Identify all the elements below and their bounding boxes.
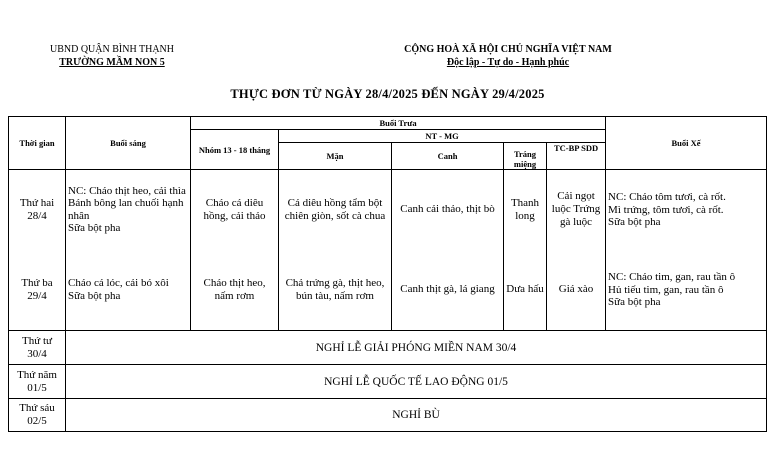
trang-mieng-cell: Thanh long xyxy=(504,170,547,250)
holiday-row xyxy=(9,399,767,432)
day-cell: Thứ sáu 02/5 xyxy=(9,399,66,432)
trang-mieng-cell: Dưa hấu xyxy=(504,250,547,331)
table-row xyxy=(9,170,767,250)
col-nhom: Nhóm 13 - 18 tháng xyxy=(191,130,279,170)
afternoon-cell: NC: Cháo tim, gan, rau tần ô Hủ tiếu tim, gan, rau tần ô Sữa bột pha xyxy=(606,250,767,331)
col-trang-mieng: Tráng miệng xyxy=(504,143,547,170)
col-lunch: Buổi Trưa xyxy=(191,117,606,130)
col-man: Mặn xyxy=(279,143,392,170)
holiday-row xyxy=(9,365,767,399)
holiday-note: NGHỈ LỄ GIẢI PHÓNG MIỀN NAM 30/4 xyxy=(66,331,767,365)
col-time: Thời gian xyxy=(9,117,66,170)
canh-cell: Canh cải thảo, thịt bò xyxy=(392,170,504,250)
col-canh: Canh xyxy=(392,143,504,170)
col-tcbp: TC-BP SDD xyxy=(547,143,606,170)
district-name: UBND QUẬN BÌNH THẠNH xyxy=(50,44,174,55)
col-afternoon: Buổi Xế xyxy=(606,117,767,170)
col-ntmg: NT - MG xyxy=(279,130,606,143)
school-header xyxy=(22,43,202,69)
tcbp-cell: Giá xào xyxy=(547,250,606,331)
national-header xyxy=(388,43,628,69)
national-title: CỘNG HOÀ XÃ HỘI CHỦ NGHĨA VIỆT NAM xyxy=(404,44,612,55)
day-cell: Thứ ba 29/4 xyxy=(9,250,66,331)
holiday-note: NGHỈ LỄ QUỐC TẾ LAO ĐỘNG 01/5 xyxy=(66,365,767,399)
table-row xyxy=(9,250,767,331)
day-cell: Thứ hai 28/4 xyxy=(9,170,66,250)
nhom-cell: Cháo thịt heo, nấm rơm xyxy=(191,250,279,331)
national-motto: Độc lập - Tự do - Hạnh phúc xyxy=(446,57,570,68)
menu-table xyxy=(8,116,767,432)
canh-cell: Canh thịt gà, lá giang xyxy=(392,250,504,331)
nhom-cell: Cháo cá diêu hồng, cải thảo xyxy=(191,170,279,250)
tcbp-cell: Cải ngọt luộc Trứng gà luộc xyxy=(547,170,606,250)
menu-title: THỰC ĐƠN TỪ NGÀY 28/4/2025 ĐẾN NGÀY 29/4/2025 xyxy=(230,87,545,101)
holiday-row xyxy=(9,331,767,365)
morning-cell: Cháo cá lóc, cải bó xôi Sữa bột pha xyxy=(66,250,191,331)
afternoon-cell: NC: Cháo tôm tươi, cà rốt. Mì trứng, tôm tươi, cà rốt. Sữa bột pha xyxy=(606,170,767,250)
day-cell: Thứ năm 01/5 xyxy=(9,365,66,399)
morning-cell: NC: Cháo thịt heo, cải thìa Bánh bông lan chuối hạnh nhân Sữa bột pha xyxy=(66,170,191,250)
day-cell: Thứ tư 30/4 xyxy=(9,331,66,365)
man-cell: Chả trứng gà, thịt heo, bún tàu, nấm rơm xyxy=(279,250,392,331)
holiday-note: NGHỈ BÙ xyxy=(66,399,767,432)
man-cell: Cá diêu hồng tẩm bột chiên giòn, sốt cà chua xyxy=(279,170,392,250)
school-name: TRƯỜNG MẦM NON 5 xyxy=(59,57,165,68)
col-morning: Buổi sáng xyxy=(66,117,191,170)
